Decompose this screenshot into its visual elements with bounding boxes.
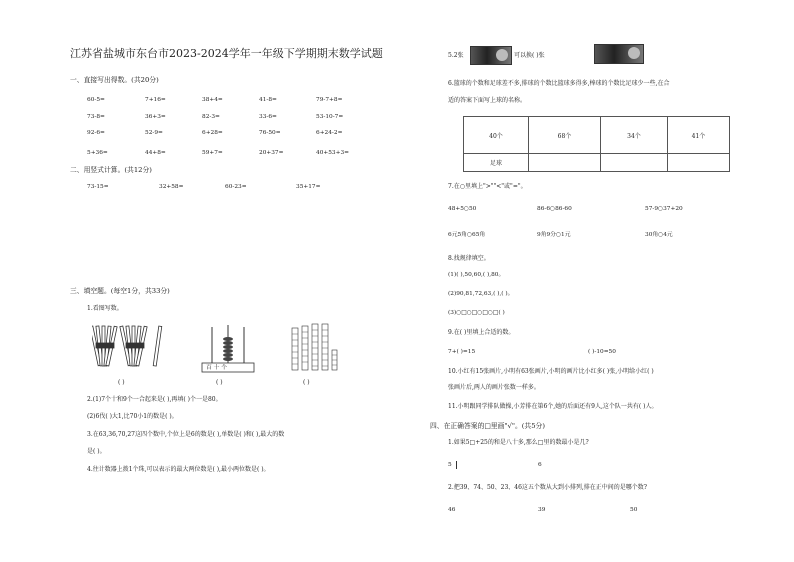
place-value-blocks-illustration: [290, 322, 350, 372]
section-4-question-1: 1.如果5□+25的和是八十多,那么□里的数最小是几?: [448, 439, 589, 446]
math-item: 6+28=: [202, 130, 223, 136]
table-cell: 40个: [464, 117, 529, 154]
compare-item[interactable]: 86-6○86-60: [537, 206, 572, 212]
math-item: 52-9=: [145, 130, 163, 136]
question-3-line-1: 3.在63,36,70,27这四个数中,个位上是6的数是( ),单数是( )和( ),最大的数: [87, 431, 285, 438]
question-10-line-2: 张画片后,两人的画片张数一样多。: [448, 384, 540, 391]
table-cell: 68个: [529, 117, 601, 154]
math-item: 20+37=: [259, 150, 284, 156]
vertical-calc-item: 32+58=: [159, 184, 184, 190]
choice-box-icon[interactable]: [456, 461, 457, 469]
compare-item[interactable]: 9角9分○1元: [537, 232, 571, 238]
math-item: 5+36=: [87, 150, 108, 156]
compare-item[interactable]: 48+5○50: [448, 206, 477, 212]
ball-count-table: [463, 116, 730, 172]
question-2-part-1: 2.(1)7个十和9个一合起来是( ),再填( )个一是80。: [87, 396, 222, 403]
exam-title: 江苏省盐城市东台市2023-2024学年一年级下学期期末数学试题: [70, 47, 383, 60]
question-10-line-1: 10.小红有15张画片,小明有63张画片,小明的画片比小红多( )张,小明给小红( ): [448, 368, 654, 375]
section-2-heading: 二、用竖式计算。(共12分): [70, 166, 152, 174]
section-4-heading: 四、在正确答案的□里画"√"。(共5分): [430, 422, 545, 430]
choice-option[interactable]: 46: [448, 507, 456, 513]
table-cell[interactable]: [529, 154, 601, 172]
compare-item[interactable]: 57-9○37+20: [645, 206, 683, 212]
math-item: 7+16=: [145, 97, 166, 103]
answer-blank[interactable]: ( ): [118, 379, 125, 386]
question-3-line-2: 是( )。: [87, 448, 106, 455]
table-cell: 41个: [668, 117, 730, 154]
math-item: 60-5=: [87, 97, 105, 103]
table-cell: 34个: [601, 117, 668, 154]
math-item: 59+7=: [202, 150, 223, 156]
question-4: 4.往计数器上拨1个珠,可以表示的最大两位数是( ),最小两位数是( )。: [87, 466, 270, 473]
math-item: 6+24-2=: [316, 130, 343, 136]
answer-blank[interactable]: ( ): [216, 379, 223, 386]
vertical-calc-item: 60-23=: [225, 184, 247, 190]
compare-item[interactable]: 30角○4元: [645, 232, 673, 238]
banknote-icon: [470, 46, 512, 65]
question-7: 7.在○里填上">""<"或"="。: [448, 183, 527, 190]
section-1-heading: 一、直接写出得数。(共20分): [70, 76, 159, 84]
ten-rod-icon: [312, 324, 318, 370]
section-3-heading: 三、填空题。(每空1分，共33分): [70, 287, 170, 295]
math-item: 41-8=: [259, 97, 277, 103]
question-11: 11.小明跟同学排队做操,小芳排在第6个,她的后面还有9人,这个队一共有( )人。: [448, 403, 658, 410]
math-item: 92-6=: [87, 130, 105, 136]
math-item: 76-50=: [259, 130, 281, 136]
stick-bundle-icon: [120, 326, 147, 366]
table-cell[interactable]: 足球: [464, 154, 529, 172]
fill-item[interactable]: 7+( )=15: [448, 349, 476, 355]
stick-bundle-icon: [92, 326, 117, 366]
compare-item[interactable]: 6元5角○65角: [448, 232, 486, 238]
choice-option[interactable]: 5: [448, 462, 452, 468]
question-2-part-2: (2)6伐( )大1,比70小1的数是( )。: [87, 413, 178, 420]
question-5-prefix: 5.2张: [448, 52, 464, 59]
math-item: 53-10-7=: [316, 114, 344, 120]
question-5-text: 可以换( )张: [514, 52, 545, 59]
question-9: 9.在( )里填上合适的数。: [448, 329, 515, 336]
math-item: 82-3=: [202, 114, 220, 120]
abacus-beads-icon: [223, 337, 233, 361]
pattern-item[interactable]: (1)( ),50,60,( ),80。: [448, 272, 505, 278]
question-8: 8.找规律填空。: [448, 255, 490, 262]
ten-rod-icon: [292, 328, 298, 370]
fill-item[interactable]: ( )-10=50: [588, 349, 616, 355]
choice-option[interactable]: 50: [630, 507, 638, 513]
table-cell[interactable]: [668, 154, 730, 172]
answer-blank[interactable]: ( ): [303, 379, 310, 386]
vertical-calc-item: 73-15=: [87, 184, 109, 190]
single-stick-icon: [153, 326, 162, 366]
stick-bundles-illustration: [92, 322, 174, 372]
math-item: 79-7+8=: [316, 97, 343, 103]
abacus-place-labels: 百 十 个: [206, 365, 228, 371]
choice-option[interactable]: 6: [538, 462, 542, 468]
section-4-question-2: 2.把39、74、50、23、46这五个数从大到小排列,排在正中间的是哪个数?: [448, 484, 648, 491]
banknote-icon: [594, 44, 644, 64]
ten-rod-icon: [302, 326, 308, 370]
question-6-line-2: 适的答案下面写上球的名称。: [448, 97, 527, 104]
math-item: 36+3=: [145, 114, 166, 120]
math-item: 38+4=: [202, 97, 223, 103]
question-6-line-1: 6.篮球的个数和足球差不多,排球的个数比篮球多得多,棒球的个数比足球少一些,在合: [448, 80, 670, 87]
choice-option[interactable]: 39: [538, 507, 546, 513]
ten-rod-icon: [322, 324, 328, 370]
math-item: 44+8=: [145, 150, 166, 156]
math-item: 73-8=: [87, 114, 105, 120]
vertical-calc-item: 35+17=: [296, 184, 321, 190]
pattern-item[interactable]: (3)○□○□○□○□( ): [448, 310, 505, 316]
table-cell[interactable]: [601, 154, 668, 172]
math-item: 33-6=: [259, 114, 277, 120]
question-1: 1.看图写数。: [87, 305, 123, 312]
pattern-item[interactable]: (2)90,81,72,63,( ),( )。: [448, 291, 514, 297]
math-item: 40+53+3=: [316, 150, 350, 156]
